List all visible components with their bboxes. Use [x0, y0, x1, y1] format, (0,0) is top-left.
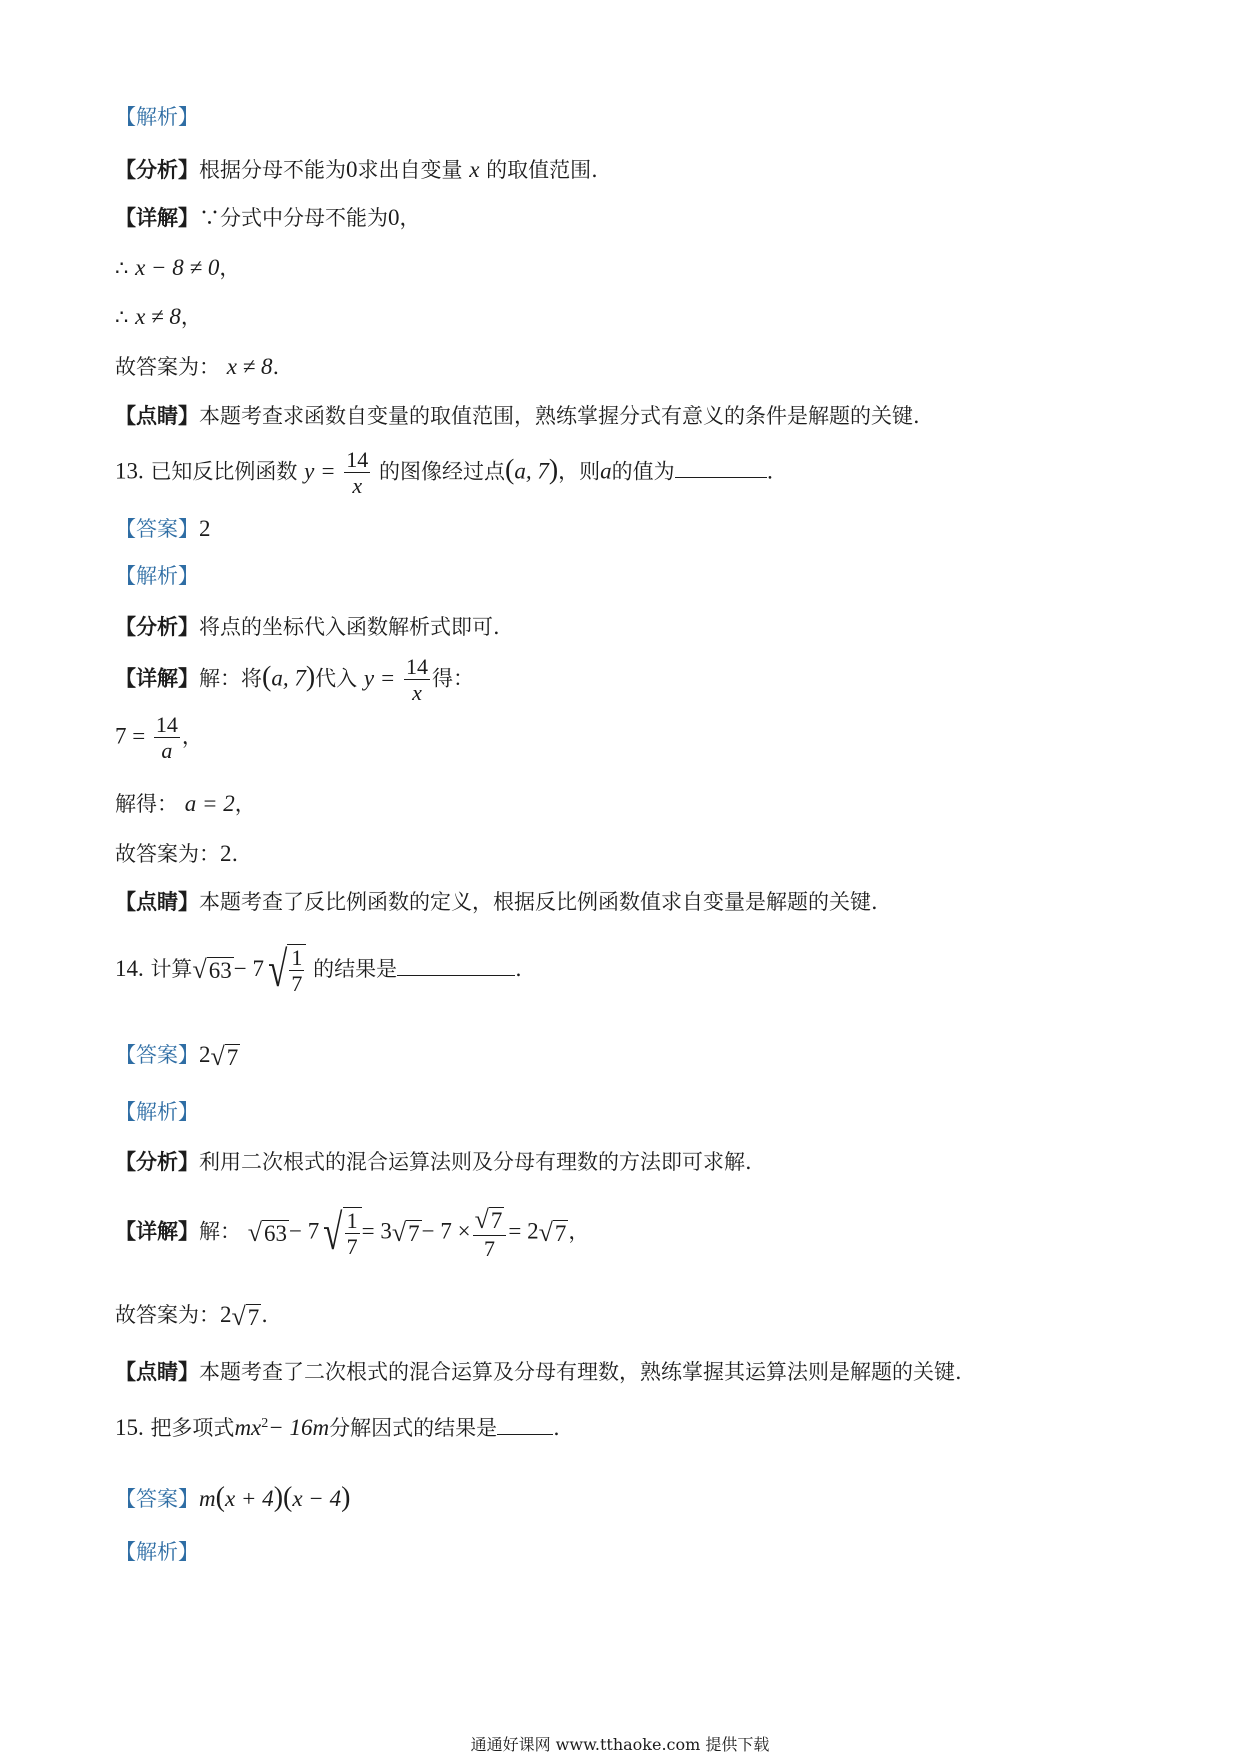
math-eq: = 3 — [361, 1218, 392, 1244]
denominator: a — [161, 738, 173, 764]
math-rest: − 16m — [268, 1415, 330, 1440]
text: 解：将 — [199, 666, 262, 691]
fraction — [473, 1205, 507, 1261]
math-eq: = 2 — [508, 1218, 539, 1244]
paren-close: ) — [273, 1482, 284, 1513]
text: ∵分式中分母不能为 — [199, 206, 388, 230]
text: 本题考查求函数自变量的取值范围，熟练掌握分式有意义的条件是解题的关键. — [199, 404, 920, 428]
punct: . — [231, 842, 239, 866]
analysis-line — [115, 1151, 752, 1173]
punct: . — [272, 355, 280, 379]
radical-sign: √ — [391, 1218, 407, 1248]
math-minus-7: − 7 — [288, 1218, 320, 1244]
tag-dianjing: 【点睛】 — [115, 1359, 199, 1384]
analysis-line — [115, 616, 500, 638]
tag-fenxi: 【分析】 — [115, 157, 199, 182]
numerator: 14 — [406, 654, 429, 679]
therefore-symbol: ∴ — [115, 256, 129, 280]
sqrt-63 — [192, 957, 233, 983]
answer-14 — [115, 1043, 240, 1070]
radical-sign: √ — [231, 1301, 246, 1331]
radicand: 7 — [226, 1044, 239, 1070]
math-mid: − 7 × — [421, 1218, 471, 1244]
math-y: y = — [363, 665, 396, 691]
text: 的值为 — [611, 459, 675, 484]
tag-dianjing: 【点睛】 — [115, 889, 199, 914]
math-a: a — [600, 458, 612, 484]
section-tag-analysis: 【解析】 — [115, 1100, 199, 1124]
punct: ， — [568, 1219, 590, 1244]
text: 本题考查了二次根式的混合运算及分母有理数，熟练掌握其运算法则是解题的关键. — [199, 1360, 962, 1384]
exponent: 2 — [261, 1416, 269, 1431]
text: 分解因式的结果是 — [329, 1416, 498, 1440]
numerator — [473, 1205, 507, 1236]
punct: ， — [180, 305, 202, 329]
tag-xiangjie: 【详解】 — [115, 205, 199, 230]
tag-fenxi: 【分析】 — [115, 614, 199, 639]
text: ，则 — [558, 459, 601, 484]
numerator: 1 — [291, 945, 303, 970]
math-m: m — [199, 1486, 216, 1511]
fraction — [345, 1208, 360, 1260]
equation-line — [115, 712, 203, 764]
question-14 — [115, 941, 522, 997]
text: 解： — [199, 1219, 241, 1244]
step-line — [115, 305, 202, 328]
text: 的结果是 — [313, 956, 398, 981]
fraction — [344, 447, 370, 499]
text: 利用二次根式的混合运算法则及分母有理数的方法即可求解. — [199, 1150, 752, 1174]
text: 本题考查了反比例函数的定义，根据反比例函数值求自变量是解题的关键. — [199, 890, 878, 914]
answer-line — [115, 1303, 268, 1330]
math-expr: x ≠ 8 — [135, 304, 181, 329]
question-number: 13. — [115, 458, 144, 484]
radicand: 63 — [208, 958, 232, 984]
detail-line — [115, 206, 421, 229]
dianjing-line — [115, 1361, 962, 1383]
math-point: a, 7 — [271, 665, 306, 691]
paren-open: ( — [262, 661, 272, 693]
radicand — [343, 1207, 362, 1260]
math-expr: x ≠ 8 — [226, 354, 273, 379]
question-number: 15. — [115, 1415, 144, 1440]
factor-2: x − 4 — [292, 1486, 342, 1511]
text: 将点的坐标代入函数解析式即可. — [199, 615, 500, 639]
numerator: 14 — [346, 447, 369, 472]
radical-sign: √ — [247, 1218, 262, 1248]
tag-xiangjie: 【详解】 — [115, 1218, 199, 1244]
text: 故答案为： — [115, 355, 220, 379]
sqrt-7 — [231, 1301, 262, 1331]
text: 故答案为： — [115, 842, 220, 866]
dianjing-line — [115, 405, 920, 427]
section-tag-analysis: 【解析】 — [115, 1540, 199, 1564]
text: 的取值范围. — [486, 158, 598, 182]
math-zero: 0 — [346, 157, 358, 182]
answer-13 — [115, 517, 211, 540]
paren-close: ) — [305, 661, 316, 693]
answer-15 — [115, 1484, 350, 1512]
solve-line — [115, 792, 256, 815]
tag-daan: 【答案】 — [115, 1487, 199, 1511]
punct: . — [766, 459, 774, 484]
text: 得： — [432, 666, 475, 691]
tag-xiangjie: 【详解】 — [115, 665, 199, 691]
radicand: 7 — [490, 1208, 503, 1233]
punct: ， — [181, 724, 203, 749]
math-zero: 0 — [388, 205, 400, 230]
answer-blank — [675, 477, 767, 478]
tag-daan: 【答案】 — [115, 1043, 199, 1067]
text: 根据分母不能为 — [199, 158, 346, 182]
numerator: 1 — [346, 1207, 358, 1233]
math-expr: a = 2 — [184, 791, 235, 816]
section-tag-analysis: 【解析】 — [115, 564, 199, 588]
punct: . — [261, 1303, 268, 1327]
answer-value: 2 — [199, 516, 211, 541]
math-mx: mx — [234, 1415, 262, 1440]
factor-1: x + 4 — [224, 1486, 274, 1511]
radical-sign: √ — [474, 1205, 489, 1234]
paren-close: ) — [341, 1482, 351, 1513]
analysis-line — [115, 158, 598, 181]
text: 故答案为： — [115, 1303, 220, 1327]
text: ， — [399, 206, 421, 230]
radical-sign: √ — [192, 955, 207, 985]
denominator: x — [352, 473, 363, 499]
text: 求出自变量 — [357, 158, 463, 182]
paren-open: ( — [283, 1482, 293, 1513]
punct: . — [553, 1416, 560, 1440]
step-line — [115, 256, 240, 279]
radicand: 7 — [247, 1304, 260, 1330]
math-y: y = — [304, 458, 336, 484]
text: 代入 — [315, 666, 358, 691]
fraction — [154, 712, 180, 764]
dianjing-line — [115, 891, 878, 913]
question-13 — [115, 447, 773, 499]
punct: . — [515, 956, 522, 981]
denominator: x — [412, 680, 422, 706]
radical-sign: √ — [268, 941, 288, 997]
math-minus-7: − 7 — [233, 955, 264, 981]
tag-daan: 【答案】 — [115, 517, 199, 541]
detail-line — [115, 1205, 589, 1261]
math-lhs: 7 = — [115, 723, 146, 749]
punct: ， — [219, 256, 241, 280]
tag-dianjing: 【点睛】 — [115, 403, 199, 428]
question-number: 14. — [115, 955, 144, 981]
text: 把多项式 — [150, 1416, 235, 1440]
sqrt-7 — [210, 1041, 241, 1071]
sqrt-fraction — [319, 1203, 361, 1260]
paren-open: ( — [215, 1482, 225, 1513]
section-tag-analysis: 【解析】 — [115, 105, 199, 129]
answer-blank — [397, 975, 515, 976]
answer-value: 2 — [220, 841, 232, 866]
radicand — [287, 944, 306, 997]
sqrt-63 — [248, 1220, 289, 1246]
text: 解得： — [115, 792, 178, 816]
answer-line — [115, 842, 238, 865]
denominator: 7 — [346, 1234, 358, 1260]
radicand: 7 — [554, 1221, 567, 1247]
paren-open: ( — [504, 454, 515, 486]
radicand: 7 — [408, 1221, 420, 1247]
numerator: 14 — [155, 712, 178, 737]
radical-sign: √ — [538, 1218, 553, 1248]
answer-blank — [497, 1434, 553, 1435]
sqrt-7 — [392, 1220, 422, 1246]
sqrt-7 — [475, 1205, 505, 1235]
radical-sign: √ — [210, 1041, 225, 1071]
paren-close: ) — [548, 454, 559, 486]
text: 已知反比例函数 — [150, 459, 298, 484]
question-15 — [115, 1416, 560, 1439]
fraction — [404, 654, 430, 706]
math-expr: x − 8 ≠ 0 — [135, 255, 220, 280]
coefficient: 2 — [220, 1302, 232, 1327]
math-point: a, 7 — [514, 458, 549, 484]
denominator: 7 — [291, 971, 303, 997]
footer-source-note: 通通好课网 www.tthaoke.com 提供下载 — [470, 1735, 770, 1754]
radical-sign: √ — [323, 1203, 343, 1260]
sqrt-7 — [539, 1220, 569, 1246]
therefore-symbol: ∴ — [115, 305, 129, 329]
text: 的图像经过点 — [378, 459, 505, 484]
answer-line — [115, 355, 279, 378]
sqrt-fraction — [264, 941, 306, 997]
math-x: x — [469, 157, 480, 182]
punct: ， — [234, 792, 256, 816]
fraction — [289, 945, 304, 997]
detail-line — [115, 654, 474, 706]
text: 计算 — [150, 956, 193, 981]
tag-fenxi: 【分析】 — [115, 1149, 199, 1174]
radicand: 63 — [263, 1221, 287, 1247]
coefficient: 2 — [199, 1042, 211, 1067]
denominator: 7 — [484, 1235, 496, 1261]
